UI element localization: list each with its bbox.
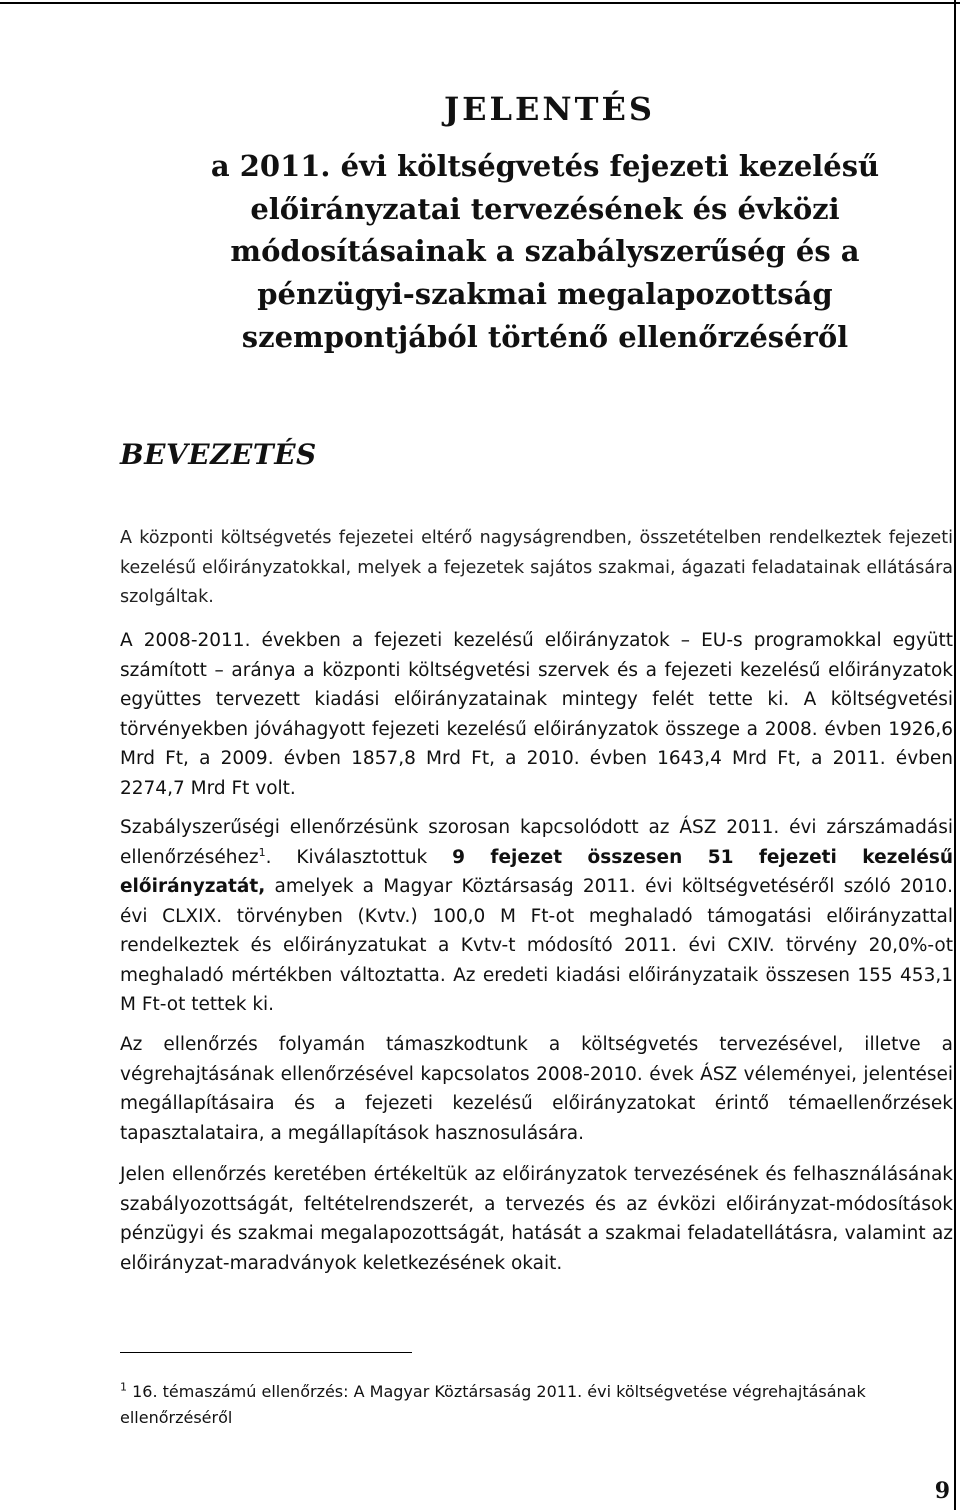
page-number: 9 bbox=[934, 1478, 950, 1504]
paragraph-1: A központi költségvetés fejezetei eltérő nagyságrendben, összetételben rendelkeztek fejezeti kezelésű előirányzatokkal, melyek a fejezetek sajátos szakmai, ágazati feladatainak ellátására szolgáltak. bbox=[120, 528, 953, 607]
paragraph-3-text-b: . Kiválasztottuk bbox=[265, 846, 453, 868]
paragraph-5: Jelen ellenőrzés keretében értékeltük az előirányzatok tervezésének és felhasználásának szabályozottságát, feltételrendszerét, a tervezés és az évközi előirányzat-módosítások pénzügyi és szakmai megalapozottságát, hatását a szakmai feladatellátásra, valamint az előirányzat-maradványok keletkezésének okait. bbox=[120, 1164, 953, 1274]
paragraph-2: A 2008-2011. években a fejezeti kezelésű előirányzatok – EU-s programokkal együtt számított – aránya a központi költségvetési szervek és a fejezeti kezelésű előirányzatok együttes tervezett kiadási előirányzatainak mintegy felét tette ki. A költségvetési törvényekben jóváhagyott fejezeti kezelésű előirányzatok összege a 2008. évben 1926,6 Mrd Ft, a 2009. évben 1857,8 Mrd Ft, a 2010. évben 1643,4 Mrd Ft, a 2011. évben 2274,7 Mrd Ft volt. bbox=[120, 630, 953, 799]
paragraph-3-text-c: amelyek a Magyar Köztársaság 2011. évi költségvetéséről szóló 2010. évi CLXIX. törvényben (Kvtv.) 100,0 M Ft-ot meghaladó támogatási előirányzattal rendelkeztek és előirányzatukat a Kvtv-t módosító 2011. évi CXIV. törvény 20,0%-ot meghaladó mértékben változtatta. Az eredeti kiadási előirányzataik összesen 155 453,1 M Ft-ot tettek ki. bbox=[120, 876, 953, 1015]
paragraph-3 bbox=[120, 813, 953, 1020]
footnote bbox=[120, 1379, 953, 1431]
footnote-text: 16. témaszámú ellenőrzés: A Magyar Köztársaság 2011. évi költségvetése végrehajtásának ellenőrzéséről bbox=[120, 1382, 866, 1427]
report-label: JELENTÉS bbox=[444, 90, 655, 128]
paragraph-4: Az ellenőrzés folyamán támaszkodtunk a költségvetés tervezésével, illetve a végrehajtásának ellenőrzésével kapcsolatos 2008-2010. évek ÁSZ véleményei, jelentései megállapításaira és a fejezeti kezelésű előirányzatokat érintő témaellenőrzések tapasztalataira, a megállapítások hasznosulására. bbox=[120, 1034, 953, 1144]
top-border-rule bbox=[0, 2, 960, 4]
report-title: a 2011. évi költségvetés fejezeti kezelésű előirányzatai tervezésének és évközi módosításainak a szabályszerűség és a pénzügyi-szakmai megalapozottság szempontjából történő ellenőrzéséről bbox=[210, 149, 880, 354]
footnote-marker: 1 bbox=[120, 1380, 127, 1394]
paragraph-3-text-a: Szabályszerűségi ellenőrzésünk szorosan kapcsolódott az ÁSZ 2011. évi zárszámadási ellenőrzéséhez bbox=[120, 817, 953, 868]
footnote-reference[interactable]: 1 bbox=[258, 845, 266, 859]
paragraph-3-emphasis: 9 fejezet összesen 51 fejezeti kezelésű előirányzatát, bbox=[120, 846, 954, 897]
right-border-rule bbox=[954, 0, 956, 1510]
footnote-separator bbox=[120, 1352, 412, 1353]
section-heading-introduction: BEVEZETÉS bbox=[120, 438, 317, 471]
